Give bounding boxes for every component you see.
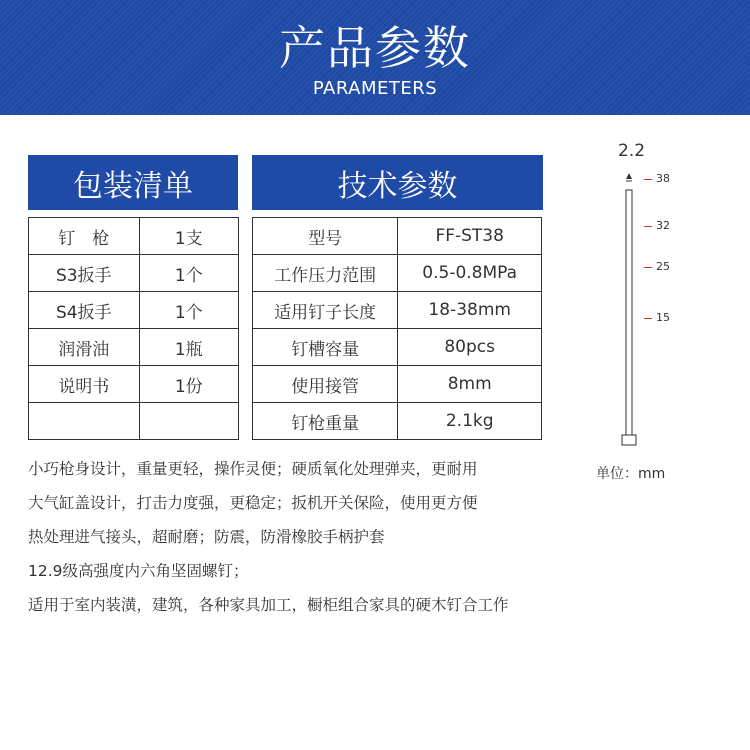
packing-item: S3扳手 [29, 255, 140, 292]
param-name: 钉枪重量 [253, 403, 398, 440]
length-tick-38 [644, 179, 652, 180]
packing-item: 说明书 [29, 366, 140, 403]
param-name: 钉槽容量 [253, 329, 398, 366]
page-title: 产品参数 [279, 21, 471, 75]
nail-icon [590, 135, 750, 465]
nail-head [622, 435, 636, 445]
param-value: 2.1kg [398, 403, 542, 440]
table-row [253, 329, 542, 366]
packing-item: 钉 枪 [29, 218, 140, 255]
table-row [29, 403, 239, 440]
unit-label: 单位：mm [596, 466, 666, 482]
param-value: 8mm [398, 366, 542, 403]
description-line: 小巧枪身设计，重量更轻，操作灵便；硬质氧化处理弹夹，更耐用 [28, 460, 478, 478]
packing-item: S4扳手 [29, 292, 140, 329]
param-name: 工作压力范围 [253, 255, 398, 292]
length-mark-15: 15 [656, 311, 670, 324]
length-tick-32 [644, 226, 652, 227]
table-row [29, 329, 239, 366]
packing-qty: 1个 [139, 255, 238, 292]
tech-params-table [252, 217, 542, 440]
nail-tip [626, 173, 632, 179]
page-subtitle: PARAMETERS [312, 78, 438, 99]
packing-qty: 1支 [139, 218, 238, 255]
param-name: 适用钉子长度 [253, 292, 398, 329]
table-row [253, 218, 542, 255]
param-name: 使用接管 [253, 366, 398, 403]
description-line: 12.9级高强度内六角坚固螺钉； [28, 562, 249, 580]
header-banner [0, 0, 750, 115]
description-line: 热处理进气接头，超耐磨；防震，防滑橡胶手柄护套 [28, 528, 385, 546]
length-tick-25 [644, 267, 652, 268]
packing-qty: 1份 [139, 366, 238, 403]
tech-params-heading: 技术参数 [252, 155, 543, 210]
param-value: 80pcs [398, 329, 542, 366]
feature-description [28, 458, 598, 628]
table-row [253, 366, 542, 403]
table-row [29, 292, 239, 329]
nail-width-label: 2.2 [618, 141, 646, 161]
param-value: FF-ST38 [398, 218, 542, 255]
table-row [29, 255, 239, 292]
description-line: 适用于室内装潢，建筑，各种家具加工，橱柜组合家具的硬木钉合工作 [28, 596, 509, 614]
nail-dimension-diagram [590, 135, 750, 495]
packing-qty [139, 403, 238, 440]
length-mark-32: 32 [656, 219, 670, 232]
length-tick-15 [644, 318, 652, 319]
param-value: 18-38mm [398, 292, 542, 329]
table-row [253, 403, 542, 440]
table-row [253, 292, 542, 329]
packing-item [29, 403, 140, 440]
length-mark-25: 25 [656, 260, 670, 273]
table-row [253, 255, 542, 292]
param-value: 0.5-0.8MPa [398, 255, 542, 292]
nail-shaft [626, 190, 632, 435]
packing-item: 润滑油 [29, 329, 140, 366]
param-name: 型号 [253, 218, 398, 255]
table-row [29, 218, 239, 255]
packing-list-table [28, 217, 239, 440]
description-line: 大气缸盖设计，打击力度强，更稳定；扳机开关保险，使用更方便 [28, 494, 478, 512]
packing-qty: 1瓶 [139, 329, 238, 366]
table-row [29, 366, 239, 403]
length-mark-38: 38 [656, 172, 670, 185]
packing-qty: 1个 [139, 292, 238, 329]
packing-list-heading: 包装清单 [28, 155, 238, 210]
